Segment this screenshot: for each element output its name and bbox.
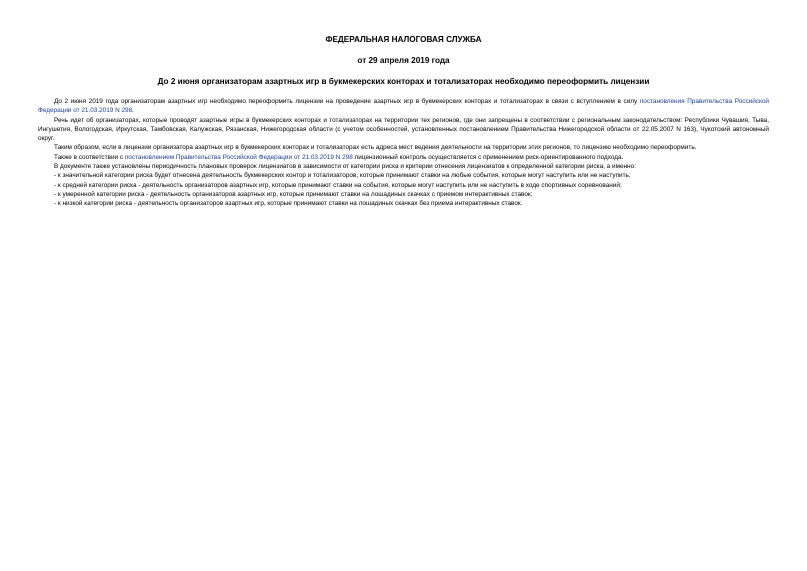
paragraph-4 — [38, 153, 769, 162]
risk-item-moderate: - к умеренной категории риска - деятельность организаторов азартных игр, которые принимают ставки на лошадиных скачках с приемом интерактивных ставок; — [54, 190, 533, 198]
agency-heading: ФЕДЕРАЛЬНАЯ НАЛОГОВАЯ СЛУЖБА — [325, 35, 482, 44]
resolution-link-2[interactable]: постановлением Правительства Российской Федерации от 21.03.2019 N 298 — [124, 153, 353, 161]
paragraph-5: В документе также установлены периодичность плановых проверок лицензиатов в зависимости от категории риска и критерии отнесения лицензиатов к определенной категории риска, а именно: — [54, 163, 636, 171]
resolution-link-1[interactable]: постановления Правительства Российской Федерации от 21.03.2019 N 298 — [38, 98, 769, 115]
risk-item-medium: - к средней категории риска - деятельность организаторов азартных игр, которые принимают ставки на события, которые могут наступить или не наступить в ходе спортивных соревнований; — [54, 181, 622, 189]
paragraph-2: Речь идет об организаторах, которые проводят азартные игры в букмекерских конторах и тотализаторах на территории тех регионов, где они запрещены в соответствии с региональным законодательством: Республики Чувашия, Тыва, Ингушетия, Вологодская, Иркутская, Тамбовская, Калужская, Рязанская, Нижегородская области (с учетом особенностей, установленных постановлением Правительства Нижегородской области от 22.05.2007 N 163), Чукотский автономный округ. — [38, 116, 769, 143]
paragraph-1 — [38, 97, 769, 116]
document-page — [38, 34, 769, 209]
paragraph-1-end: . — [132, 107, 134, 115]
paragraph-1-text: До 2 июня 2019 года организаторам азартных игр необходимо переоформить лицензии на проведение азартных игр в букмекерских конторах и тотализаторах в связи с вступлением в силу — [54, 98, 640, 105]
risk-item-significant: - к значительной категории риска будет отнесена деятельность букмекерских контор и тотализаторов, которые принимают ставки на любые события, которые могут наступить или не наступить; — [54, 172, 631, 180]
document-title: До 2 июня организаторам азартных игр в букмекерских конторах и тотализаторах необходимо переоформить лицензии — [157, 77, 650, 86]
paragraph-4-end: лицензионный контроль осуществляется с применением риск-ориентированного подхода. — [352, 153, 624, 161]
document-body — [38, 97, 769, 209]
paragraph-4-start: Также в соответствии с — [54, 153, 125, 161]
paragraph-3: Таким образом, если в лицензии организатора азартных игр в букмекерских конторах и тотализаторах есть адреса мест ведения деятельности на территории этих регионов, то лицензию необходимо переоформить. — [54, 144, 697, 152]
risk-item-low: - к низкой категории риска - деятельность организаторов азартных игр, которые принимают ставки на лошадиных скачках без приема интерактивных ставок. — [54, 200, 523, 208]
document-date: от 29 апреля 2019 года — [357, 56, 450, 65]
